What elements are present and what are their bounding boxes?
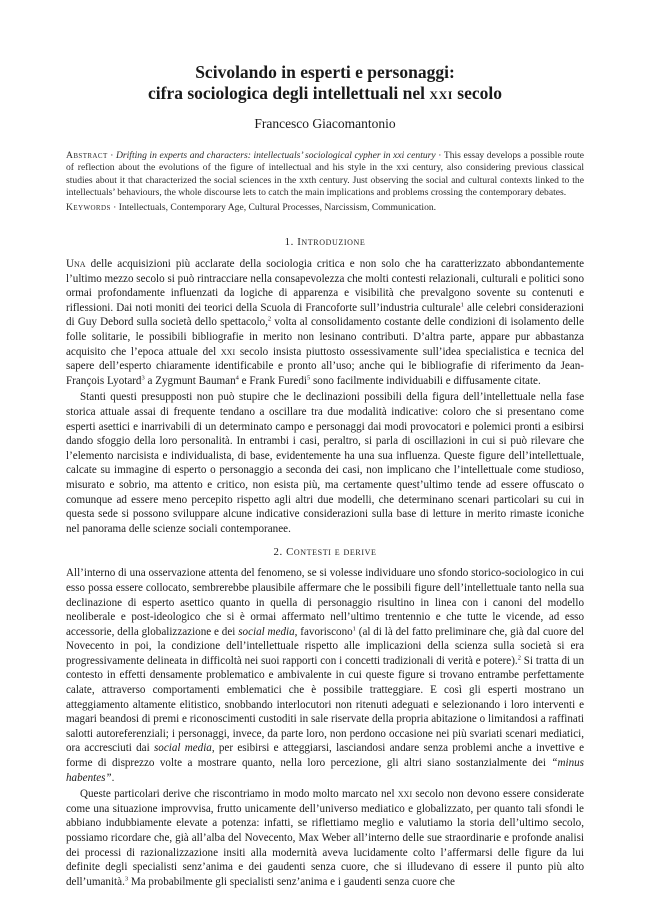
italic-term: “minus habentes” [66,757,584,784]
abstract-body: This essay develops a possible route of reflection about the evolutions of the figure of intellectual and his style in the xxi century, also considering previous classical studies about it that characterized the social sciences in the xxth century. Just observing the social and cultural contexts linked to the intellectuals’ behaviours, the whole discourse lets to catch the main implications and problems crossing the contemporary debates. [66,150,584,199]
footnote-ref[interactable]: 1 [352,625,356,632]
text-run: Si tratta di un contesto in effetti densamente problematico e ambivalente in cui queste figure si trovano entrambe perfettamente calate, attraverso comportamenti emblematici che è possibile tratteggiare. E così gli esperti mostrano un atteggiamento altamente elitistico, snobbando interlocutori non ritenuti adeguati e selezionando i loro interventi e magari beandosi di premi e riconoscimenti custoditi in sale riservate della propria abitazione o limitandosi a raffinati salotti autoreferenziali; i personaggi, invece, da parte loro, non perdono occasione nei più svariati scenari mediatici, ora accresciuti dai [66,654,585,755]
paper-title [66,62,584,104]
text-run: alle celebri considerazioni di Guy Debord sulla società dello spettacolo, [66,301,584,329]
text-run: Ma probabilmente gli specialisti senz’anima e i gaudenti senza cuore che [128,875,455,888]
keywords-sep: · [110,201,119,213]
century-numeral: xxi [220,345,236,358]
italic-term: social media [153,742,212,755]
text-run: e Frank Furedi [238,374,307,387]
title-line-2a: cifra sociologica degli intellettuali nel [147,83,430,103]
text-run: sono facilmente individuabili e diffusamente citate. [310,374,541,387]
dropcap-word: Una [66,258,86,271]
abstract-label: Abstract [66,150,108,161]
section-heading-contesti-e-derive: 2. Contesti e derive [273,546,377,559]
keywords-list: Intellectuals, Contemporary Age, Cultural Processes, Narcissism, Communication. [118,201,437,213]
footnote-ref[interactable]: 4 [235,374,239,382]
section-2-paragraph-1 [66,566,584,785]
title-line-2c: secolo [452,83,503,103]
title-line-2-century: xxi [429,83,453,103]
keywords [66,202,584,214]
abstract-sep1: · [107,150,116,161]
footnote-ref[interactable]: 3 [124,875,129,883]
footnote-ref[interactable]: 1 [460,301,464,309]
century-numeral: xxi [397,788,413,801]
author-name: Francesco Giacomantonio [254,116,396,131]
section-2-paragraph-2 [66,787,584,889]
text-run: secolo insista piuttosto ossessivamente sull’idea specialistica e tecnica del sapere dell’esperto chiaramente identificabile e pronto all’uso; anche qui le bibliografie di riferimento da Jean-François Lyotard [66,345,584,387]
text-run: , per esibirsi e atteggiarsi, lasciandosi andare senza problemi anche a invettive e forme di disprezzo volte a mostrare quanto, nella loro percezione, gli altri siano sostanzialmente dei [66,742,585,770]
footnote-ref[interactable]: 5 [306,374,311,382]
keywords-label: Keywords [66,201,111,213]
italic-term: social media [238,625,295,638]
title-line-1: Scivolando in esperti e personaggi: [195,62,455,82]
text-run: Queste particolari derive che riscontriamo in modo molto marcato nel [80,788,398,801]
text-run: (al di là del fatto preliminare che, già dal cuore del Novecento in poi, la condizione dell’intellettuale rispetto alle implicazioni della scienza sulla società si era progressivamente delineata in difficoltà nei suoi rapporti con i concetti tradizionali di verità e potere). [66,625,584,667]
footnote-ref[interactable]: 3 [141,374,145,382]
text-run: . [111,771,115,784]
abstract-sep2: · [435,150,444,161]
footnote-ref[interactable]: 2 [517,654,521,662]
text-run: delle acquisizioni più acclarate della sociologia critica e non solo che ha caratterizzato abbondantemente l’ultimo mezzo secolo si può rintracciare nella consapevolezza che molti contesti relazionali, culturali e politici sono ormai profondamente influenzati da logiche di apparenza e visibilità che prevalgono sovente su contenuti e riflessioni. Dai noti moniti dei teorici della Scuola di Francoforte sull’industria culturale [66,258,584,314]
abstract [66,150,584,200]
text-run: All’interno di una osservazione attenta del fenomeno, se si volesse individuare uno sfondo storico-sociologico in cui esso possa essere collocato, sembrerebbe plausibile affermare che le possibili figure dell’intellettuale tanto nella sua declinazione di esperto asettico quanto in quella di personaggio risultino in linea con i canoni del modello neoliberale e post-ideologico che si è ormai affermato nell’ultimo trentennio e che tutte le vicende, ad esso accessorie, della globalizzazione e dei [66,567,584,638]
abstract-english-title: Drifting in experts and characters: intellectuals’ sociological cypher in xxi century [115,150,436,161]
text-run: , favoriscono [294,625,353,638]
text-run: a Zygmunt Bauman [144,374,236,387]
text-run: volta al consolidamento costante delle condizioni di isolamento delle folle solitarie, le possibili bibliografie in merito non lesinano contributi. D’altra parte, appare pur abbastanza acquisito che l’epoca attuale del [66,316,584,358]
footnote-ref[interactable]: 2 [267,315,272,323]
text-run: secolo non devono essere considerate come una situazione improvvisa, frutto unicamente dell’universo mediatico e globalizzato, per quanto tali sfondi le abbiano indubbiamente elevate a potenza: infatti, se riflettiamo meglio e valutiamo la storia dell’ultimo secolo, possiamo ricordare che, già all’alba del Novecento, Max Weber all’interno delle sue straordinarie e profonde analisi dei processi di razionalizzazione insiti alla modernità aveva lucidamente colto l’affermarsi delle figure da lui definite degli specialisti senz’anima e dei gaudenti senza cuore, che si illudevano di essere il punto più alto dell’umanità. [66,788,584,888]
section-1-paragraph-2: Stanti questi presupposti non può stupire che le declinazioni possibili della figura dell’intellettuale nella fase storica attuale assai di frequente tendano a oscillare tra due modalità indicative: coloro che si presentano come esperti asettici e inarrivabili di un determinato campo e personaggi dai modi provocatori e polemici pronti a esibirsi dando sfoggio della loro personalità. In entrambi i casi, peraltro, si parla di oscillazioni in cui si può rilevare che l’elemento narcisista e individualista, di base, evidentemente ha una sua influenza. Queste figure dell’intellettuale, calcate su immagine di esperto o personaggio a seconda dei casi, non implicano che l’intellettuale come studioso, misurato e sobrio, ma attento e critico, non esista più, ma certamente quest’ultimo tende ad essere offuscato o comunque ad essere meno percepito rispetto agli altri due modelli, che determinano scenari particolari su cui in questa sede si possono sviluppare alcune indicative considerazioni sulla base di letture in merito rimaste iconiche nel panorama delle scienze sociali contemporanee. [66,391,584,535]
section-heading-introduzione: 1. Introduzione [284,236,366,249]
section-1-paragraph-1 [66,257,584,388]
